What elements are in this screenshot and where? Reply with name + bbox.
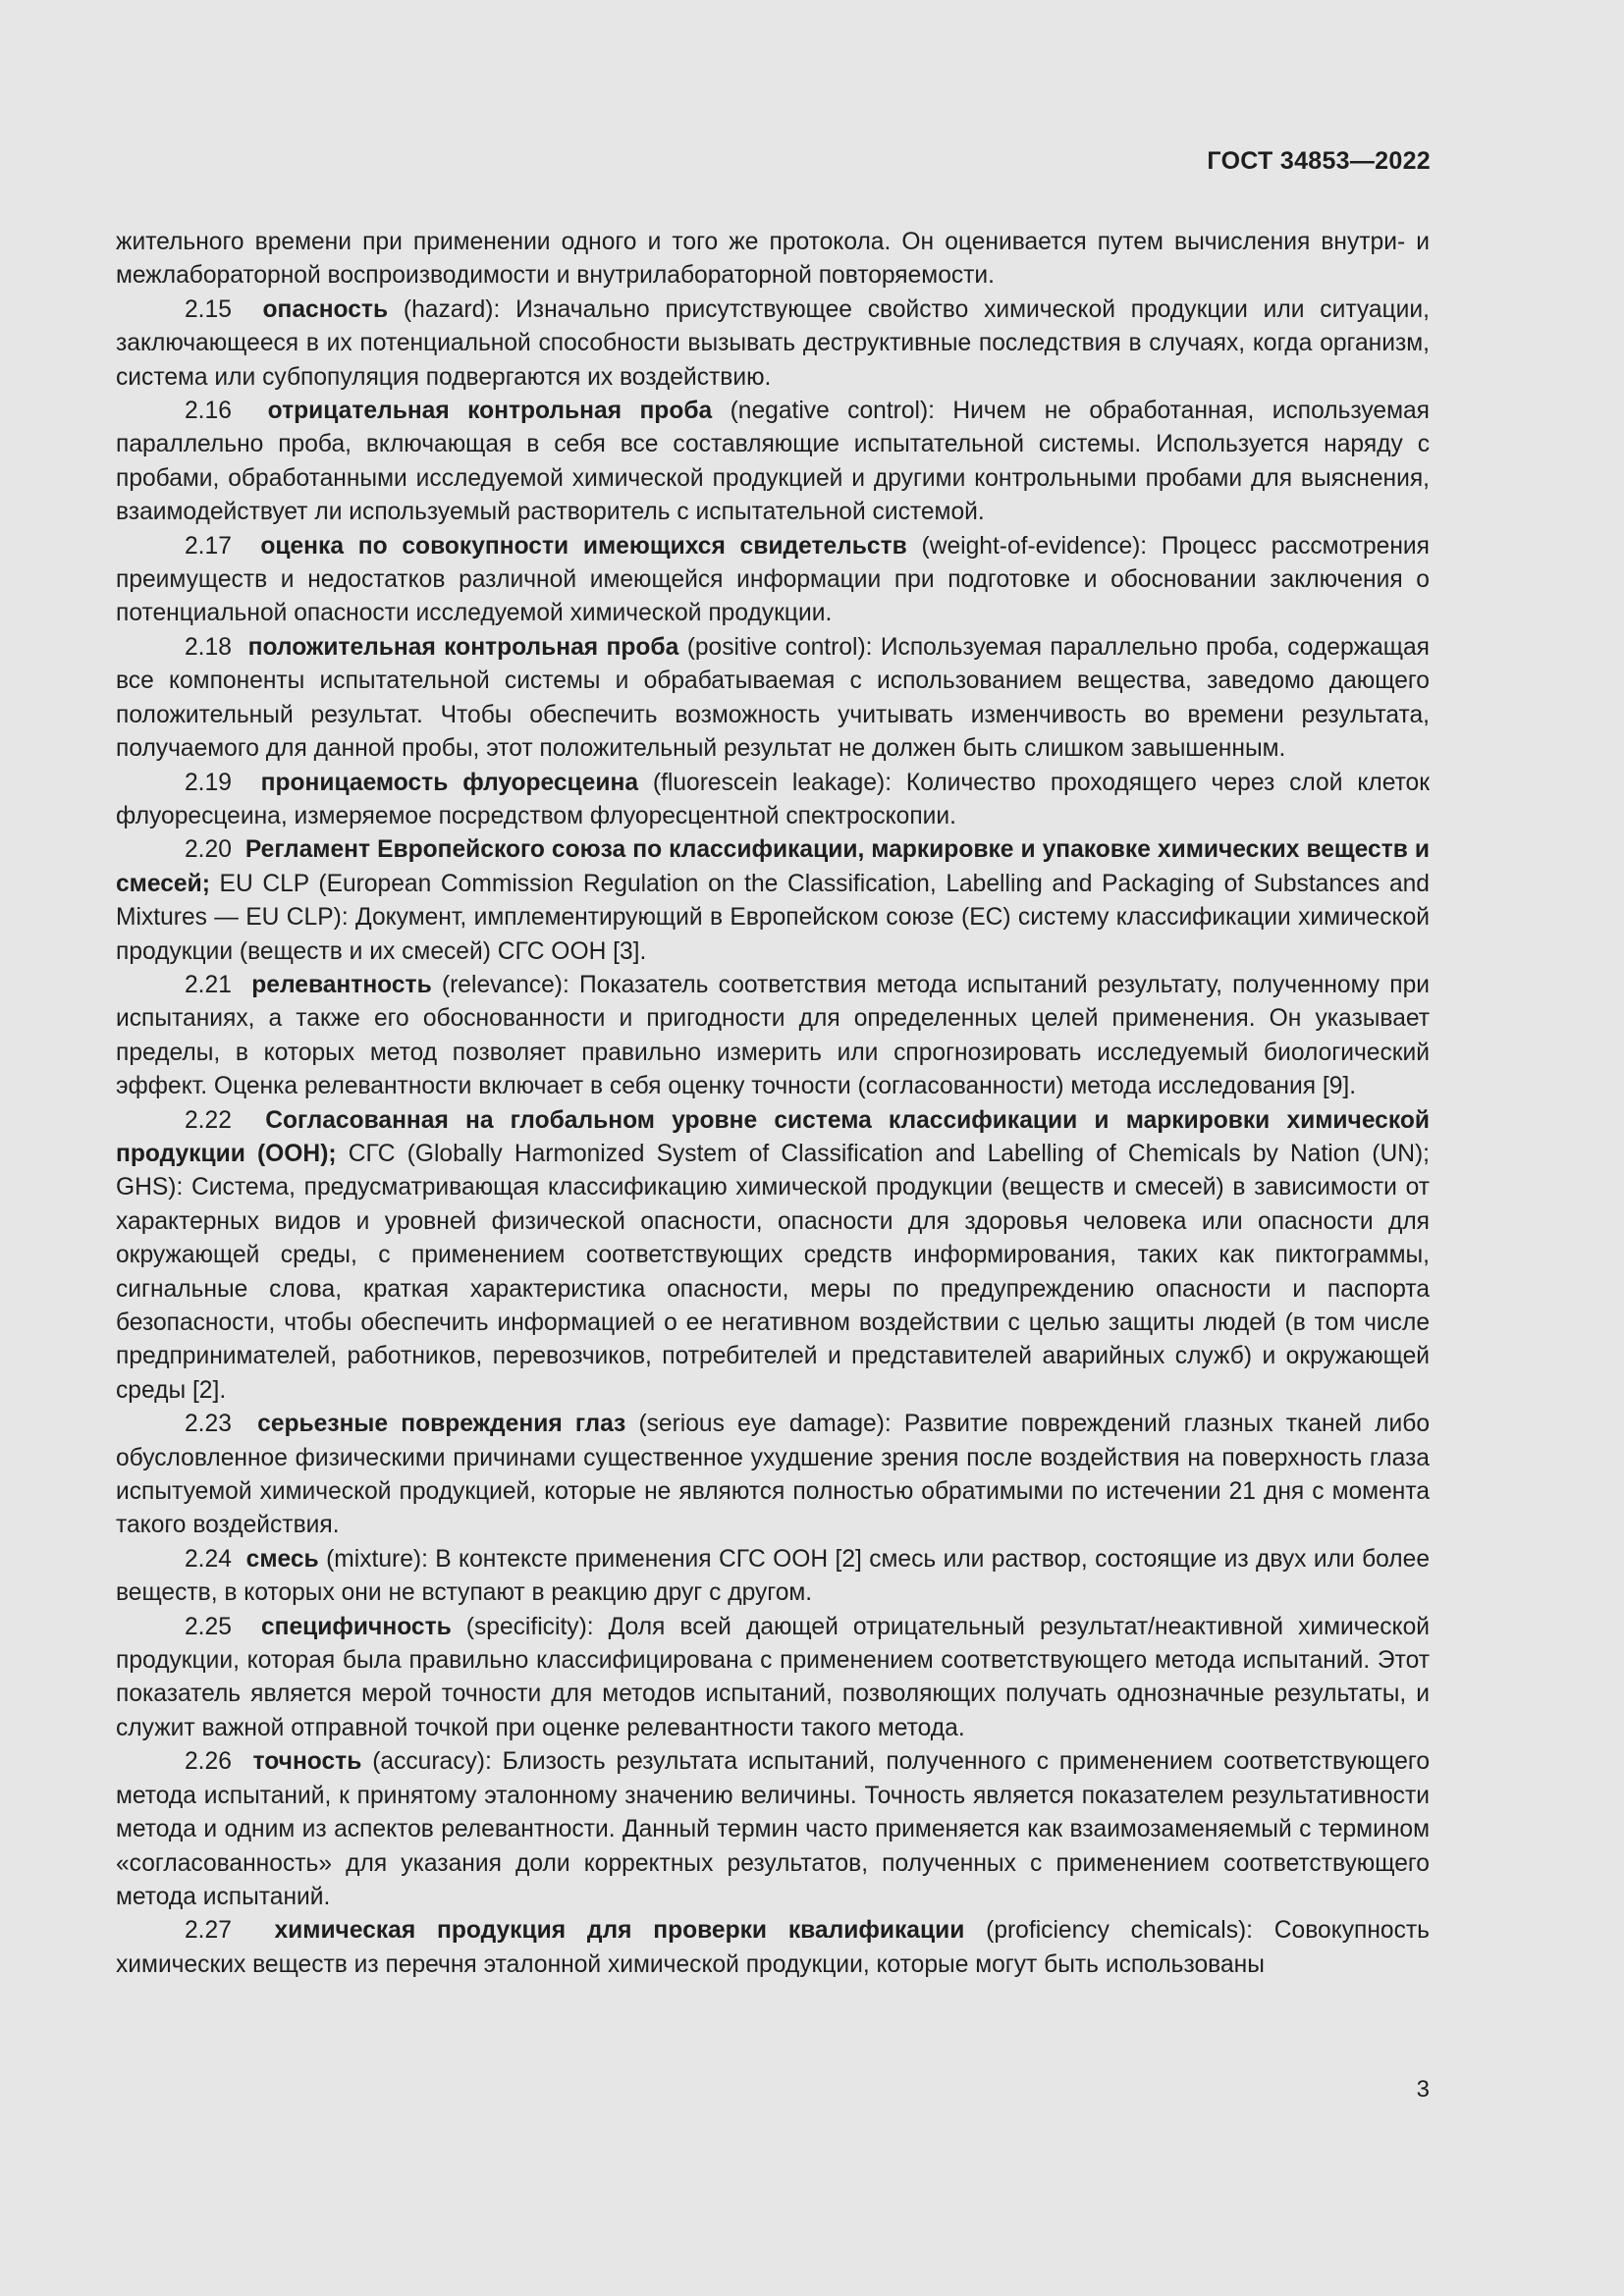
term-definition-text: (accuracy): Близость результата испытаний, полученного с применением соответствующего метода испытаний, к принятому эталонному значению величины. Точность является показателем результативности метода и одним из аспектов релевантности. Данный термин часто применяется как взаимозаменяемый с термином «согласованность» для указания доли корректных результатов, полученных с применением соответствующего метода испытаний. [116, 1748, 1431, 1910]
intro-paragraph: жительного времени при применении одного и того же протокола. Он оценивается путем вычисления внутри- и межлабораторной воспроизводимости и внутрилабораторной повторяемости. [116, 229, 1430, 290]
term-definition-text: (positive control): Используемая параллельно проба, содержащая все компоненты испытательной системы и обрабатываемая с использованием вещества, заведомо дающего положительный результат. Чтобы обеспечить возможность учитывать изменчивость во времени результата, получаемого для данной пробы, этот положительный результат не должен быть слишком завышенным. [116, 633, 1430, 763]
term-number: 2.26 [185, 1748, 232, 1776]
term-definition-2-25 [116, 1611, 1430, 1746]
term-name: релевантность [251, 971, 432, 998]
term-definition-text: EU CLP (European Commission Regulation on the Classification, Labelling and Packaging of Substances and Mixtures — EU CLP): Документ, имплементирующий в Европейском союзе (ЕС) систему классификации химической продукции (веществ и их смесей) СГС ООН [3]. [116, 870, 1430, 965]
term-definition-text: (mixture): В контексте применения СГС ООН [2] смесь или раствор, состоящие из двух или более веществ, в которых они не вступают в реакцию друг с другом. [116, 1545, 1430, 1607]
term-number: 2.24 [185, 1545, 232, 1573]
document-id-header: ГОСТ 34853—2022 [1207, 147, 1431, 175]
term-definition-2-22 [116, 1104, 1430, 1409]
term-name: смесь [245, 1545, 319, 1573]
term-name: точность [252, 1748, 362, 1776]
document-body [116, 226, 1430, 1982]
term-name: серьезные повреждения глаз [257, 1411, 626, 1438]
term-definition-2-27 [116, 1914, 1430, 1982]
term-definition-text: (negative control): Ничем не обработанная, используемая параллельно проба, включающая в себя все составляющие испытательной системы. Используется наряду с пробами, обработанными исследуемой химической продукцией и другими контрольными пробами для выяснения, взаимодействует ли используемый растворитель с испытательной системой. [116, 398, 1430, 526]
term-definition-text: (hazard): Изначально присутствующее свойство химической продукции или ситуации, заключающееся в их потенциальной способности вызывать деструктивные последствия в случаях, когда организм, система или субпопуляция подвергаются их воздействию. [116, 295, 1430, 391]
term-name: Согласованная на глобальном уровне система классификации и маркировки химической продукции (ООН); [116, 1106, 1430, 1167]
page-number: 3 [1416, 2076, 1430, 2103]
term-definition-2-21 [116, 969, 1430, 1104]
term-number: 2.21 [185, 971, 232, 998]
term-name: положительная контрольная проба [247, 633, 679, 661]
term-number: 2.20 [185, 836, 232, 864]
term-definition-text: СГС (Globally Harmonized System of Classification and Labelling of Chemicals by Nation (UN); GHS): Система, предусматривающая классификацию химической продукции (веществ и смесей) в зависимости от характерных видов и уровней физической опасности, опасности для здоровья человека или опасности для окружающей среды, с применением соответствующих средств информирования, таких как пиктограммы, сигнальные слова, краткая характеристика опасности, меры по предупреждению опасности и паспорта безопасности, чтобы обеспечить информацией о ее негативном воздействии с целью защиты людей (в том числе предпринимателей, работников, перевозчиков, потребителей и представителей аварийных служб) и окружающей среды [2]. [116, 1140, 1430, 1404]
term-definition-2-26 [116, 1745, 1430, 1914]
term-name: химическая продукция для проверки квалификации [274, 1917, 965, 1945]
term-number: 2.22 [185, 1106, 232, 1134]
term-name: опасность [262, 295, 389, 323]
term-definition-2-15 [116, 294, 1430, 395]
term-definition-2-20 [116, 833, 1430, 969]
term-definitions [116, 294, 1430, 1982]
term-definition-text: (proficiency chemicals): Совокупность химических веществ из перечня эталонной химической продукции, которые могут быть использованы [116, 1917, 1430, 1978]
term-number: 2.23 [185, 1411, 232, 1438]
term-name: оценка по совокупности имеющихся свидетельств [260, 532, 907, 560]
term-definition-text: (fluorescein leakage): Количество проходящего через слой клеток флуоресцеина, измеряемое посредством флуоресцентной спектроскопии. [116, 769, 1430, 829]
term-number: 2.25 [185, 1613, 232, 1640]
term-number: 2.16 [185, 398, 232, 425]
term-number: 2.15 [185, 295, 232, 323]
term-name: Регламент Европейского союза по классификации, маркировке и упаковке химических веществ и смесей; [116, 836, 1430, 897]
term-definition-2-19 [116, 767, 1430, 834]
term-name: специфичность [260, 1613, 452, 1640]
term-definition-text: (relevance): Показатель соответствия метода испытаний результату, полученному при испытаниях, а также его обоснованности и пригодности для определенных целей применения. Он указывает пределы, в которых метод позволяет правильно измерить или спрогнозировать исследуемый биологический эффект. Оценка релевантности включает в себя оценку точности (согласованности) метода исследования [9]. [116, 971, 1431, 1100]
term-name: отрицательная контрольная проба [267, 398, 713, 425]
term-definition-text: (weight-of-evidence): Процесс рассмотрения преимуществ и недостатков различной имеющейся информации при подготовке и обосновании заключения о потенциальной опасности исследуемой химической продукции. [116, 532, 1430, 627]
term-definition-2-18 [116, 631, 1430, 767]
term-number: 2.18 [185, 633, 232, 661]
term-definition-2-16 [116, 395, 1430, 530]
term-definition-2-17 [116, 530, 1430, 631]
term-number: 2.17 [185, 532, 232, 560]
term-definition-text: (serious eye damage): Развитие повреждений глазных тканей либо обусловленное физическими причинами существенное ухудшение зрения после воздействия на поверхность глаза испытуемой химической продукцией, которые не являются полностью обратимыми по истечении 21 дня с момента такого воздействия. [116, 1411, 1431, 1539]
term-definition-text: (specificity): Доля всей дающей отрицательный результат/неактивной химической продукции, которая была правильно классифицирована с применением соответствующего метода испытаний. Этот показатель является мерой точности для методов испытаний, позволяющих получать однозначные результаты, и служит важной отправной точкой при оценке релевантности такого метода. [116, 1613, 1430, 1741]
term-definition-2-23 [116, 1408, 1430, 1543]
term-name: проницаемость флуоресцеина [260, 769, 639, 796]
term-number: 2.27 [185, 1917, 232, 1945]
term-number: 2.19 [185, 769, 232, 796]
term-definition-2-24 [116, 1543, 1430, 1611]
